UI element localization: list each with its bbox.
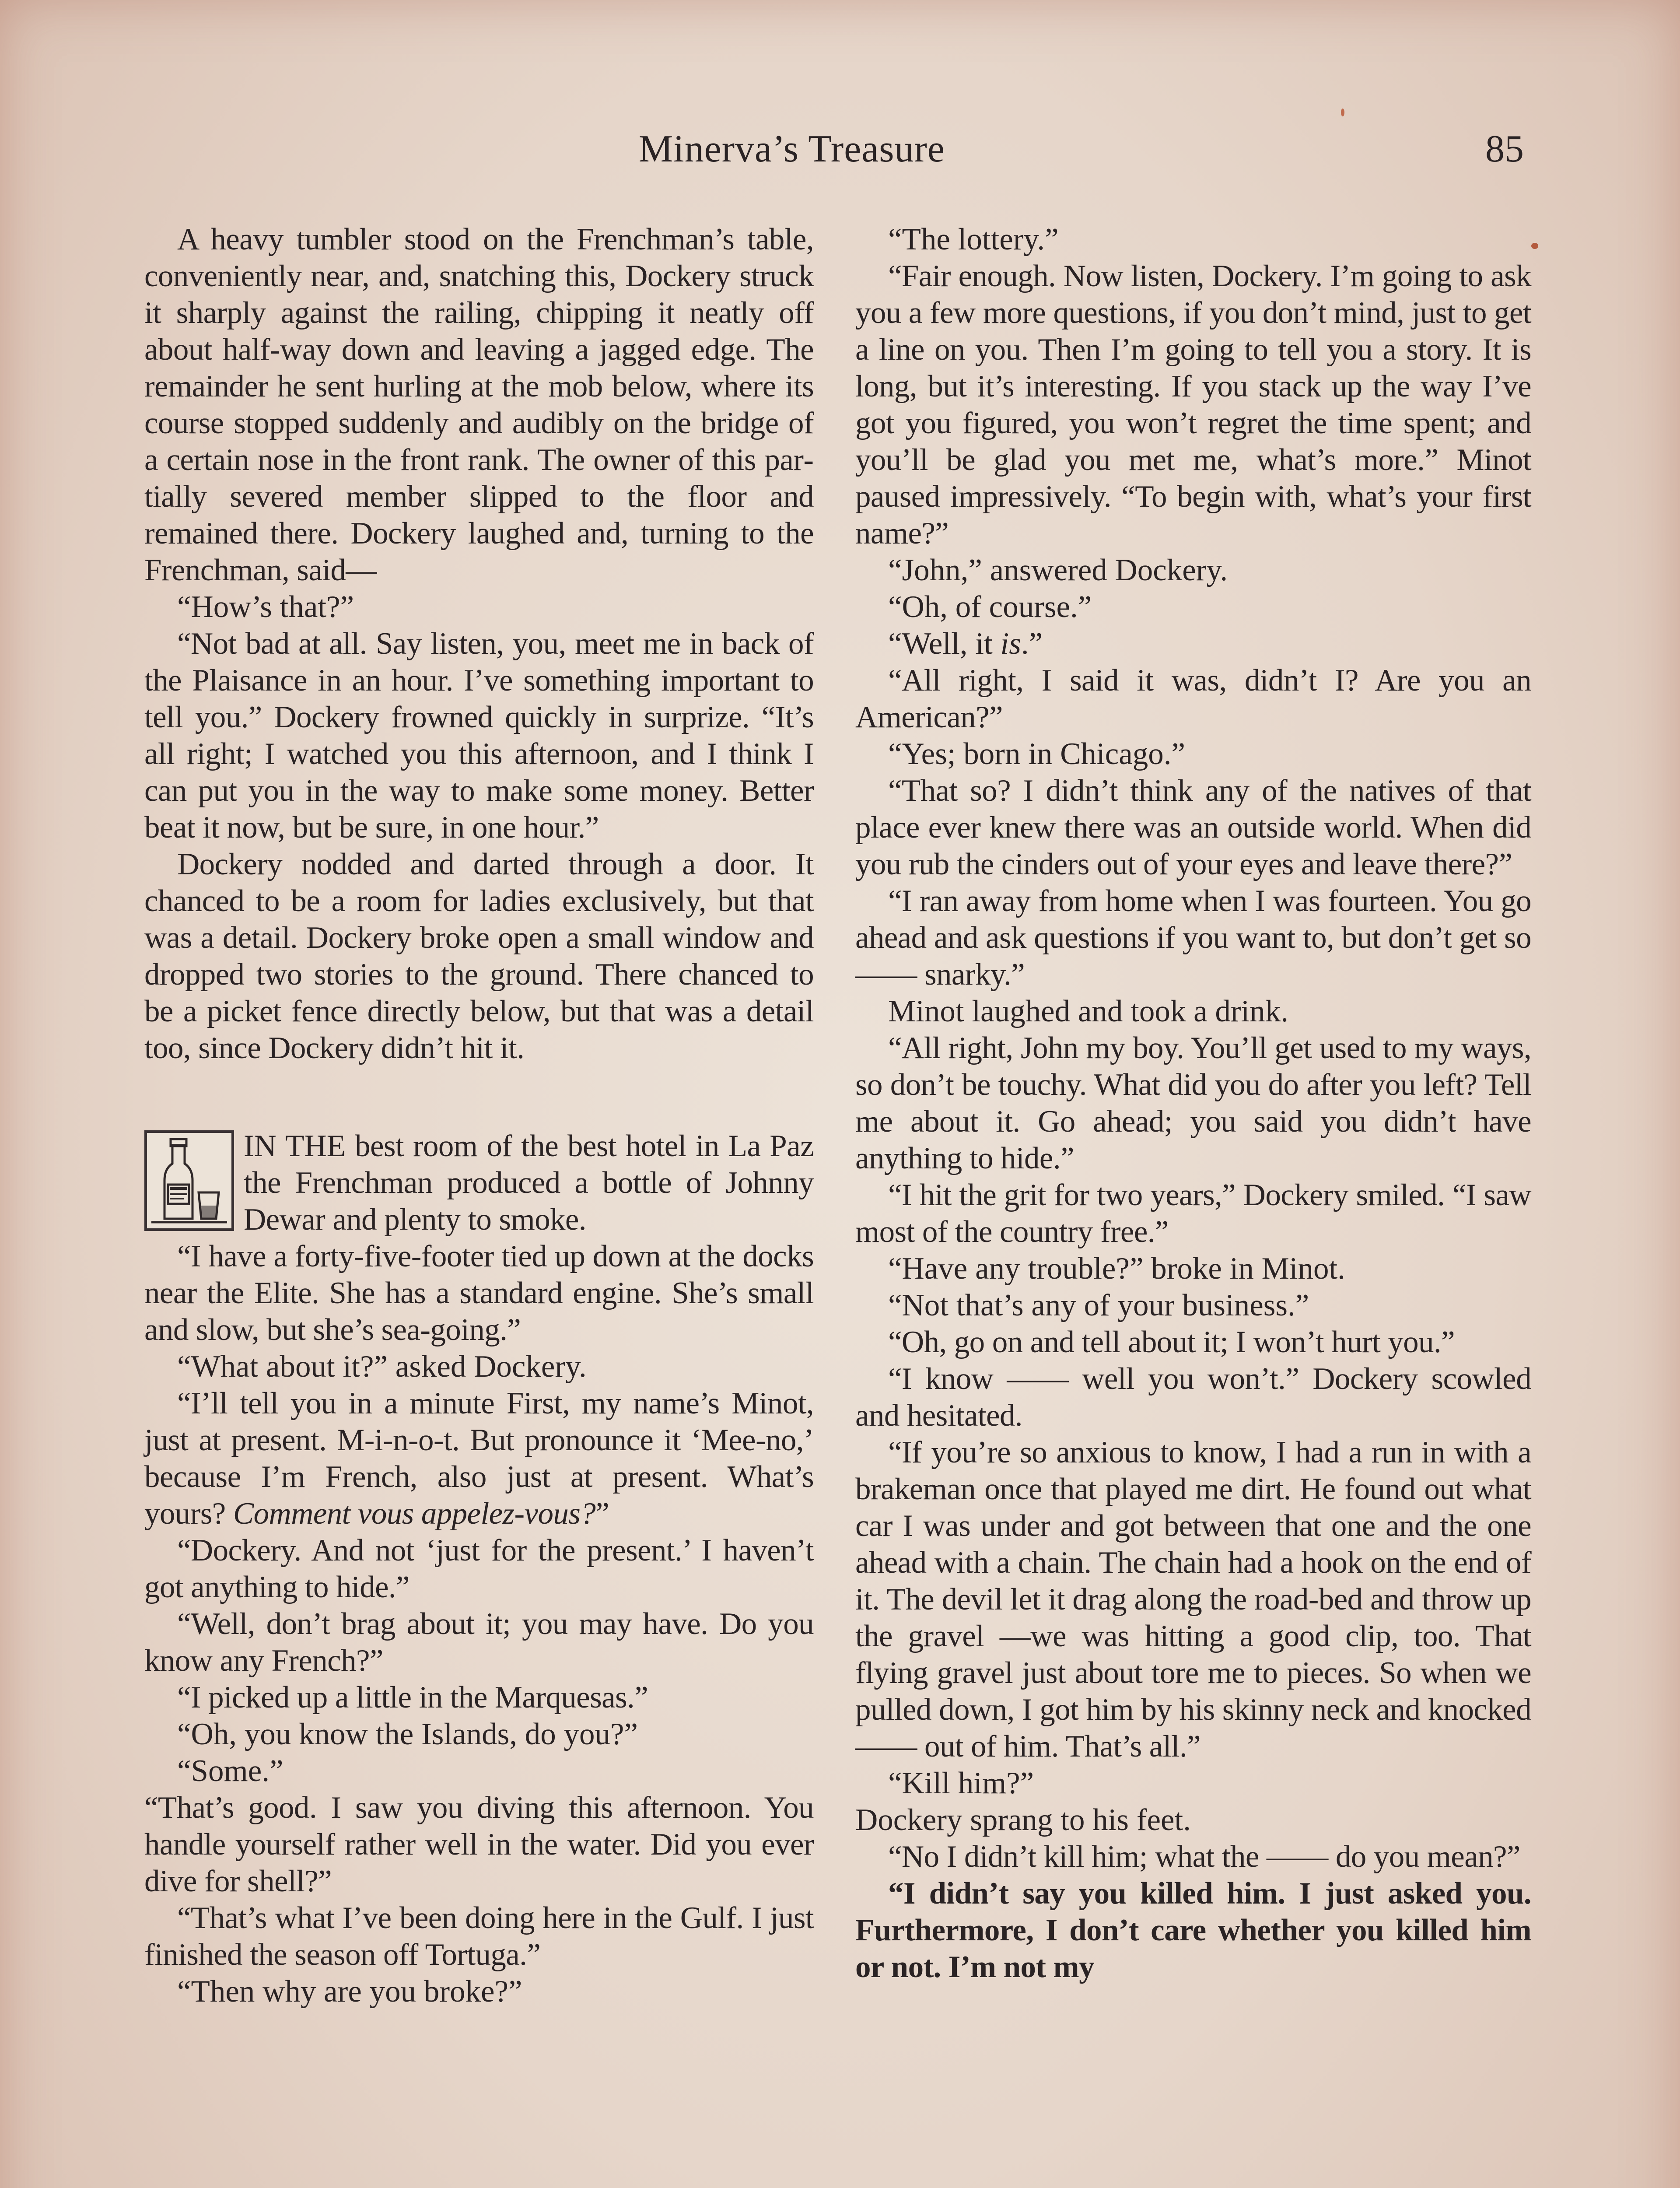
left-column bbox=[144, 221, 814, 2010]
paragraph: A heavy tumbler stood on the Frenchman’s table, conveniently near, and, snatching this, Dockery struck it sharply against the railing, chipping it neatly off about half-way down and leaving a jagged edge. The remainder he sent hurling at the mob below, where its course stopped suddenly and audibly on the bridge of a certain nose in the front rank. The owner of this partially severed member slipped to the floor and remained there. Dockery laughed and, turning to the Frenchman, said— bbox=[144, 222, 814, 587]
paragraph-text: .” bbox=[1021, 627, 1043, 661]
closing-quote: ” bbox=[595, 1497, 609, 1531]
paragraph: “Fair enough. Now listen, Dockery. I’m going to ask you a few more questions, if you don’t mind, just to get a line on you. Then I’m going to tell you a story. It is long, but it’s interesting. If you stack up the way I’ve got you figured, you won’t regret the time spent; and you’ll be glad you met me, what’s more.” Minot paused impressively. “To begin with, what’s your first name?” bbox=[855, 259, 1531, 551]
paragraph: “Oh, you know the Islands, do you?” bbox=[177, 1717, 638, 1751]
paragraph: “How’s that?” bbox=[177, 590, 354, 624]
paragraph: “I ran away from home when I was fourteen. You go ahead and ask questions if you want to, but don’t get so —— snarky.” bbox=[855, 884, 1531, 992]
paragraph: “Yes; born in Chicago.” bbox=[888, 737, 1186, 771]
paper-speck bbox=[1531, 243, 1538, 249]
bottle-and-glass-icon bbox=[144, 1130, 234, 1231]
paragraph: “Dockery. And not ‘just for the present.’ I haven’t got anything to hide.” bbox=[144, 1533, 814, 1604]
paragraph: “Well, don’t brag about it; you may have. Do you know any French?” bbox=[144, 1607, 814, 1678]
section-break bbox=[144, 1066, 814, 1128]
section-lead-words: IN THE bbox=[244, 1129, 346, 1163]
running-title: Minerva’s Treasure bbox=[639, 128, 945, 170]
running-header bbox=[0, 127, 1680, 179]
paragraph: “I picked up a little in the Marquesas.” bbox=[177, 1680, 648, 1715]
paragraph: “I know —— well you won’t.” Dockery scowled and hesitated. bbox=[855, 1362, 1531, 1433]
paper-speck bbox=[1341, 109, 1344, 116]
paragraph: Minot laughed and took a drink. bbox=[888, 994, 1288, 1028]
paragraph: “That so? I didn’t think any of the natives of that place ever knew there was an outside world. When did you rub the cinders out of your eyes and leave there?” bbox=[855, 774, 1531, 881]
paragraph: “All right, John my boy. You’ll get used to my ways, so don’t be touchy. What did you do after you left? Tell me about it. Go ahead; you said you didn’t have anything to hide.” bbox=[855, 1031, 1531, 1175]
paragraph: “What about it?” asked Dockery. bbox=[177, 1350, 587, 1384]
paragraph: “Kill him?” bbox=[888, 1766, 1034, 1800]
paragraph: “I didn’t say you killed him. I just asked you. Furthermore, I don’t care whether you killed him or not. I’m not my bbox=[855, 1876, 1531, 1984]
paragraph: Dockery sprang to his feet. bbox=[855, 1803, 1191, 1837]
paragraph: “No I didn’t kill him; what the —— do you mean?” bbox=[888, 1840, 1520, 1874]
paragraph: “Oh, go on and tell about it; I won’t hurt you.” bbox=[888, 1325, 1455, 1359]
paragraph bbox=[855, 625, 1531, 662]
section-lead-text: best room of the best hotel in La Paz the Frenchman produced a bottle of Johnny Dewar and plenty to smoke. bbox=[244, 1129, 814, 1237]
paragraph: “Then why are you broke?” bbox=[177, 1974, 522, 2009]
french-phrase: Comment vous appelez-vous? bbox=[233, 1497, 596, 1531]
paragraph: “The lottery.” bbox=[888, 222, 1059, 256]
page-number: 85 bbox=[1485, 128, 1524, 170]
right-column bbox=[855, 221, 1531, 1985]
paragraph: “That’s good. I saw you diving this afternoon. You handle yourself rather well in the water. Did you ever dive for shell?” bbox=[144, 1791, 814, 1898]
paragraph: “I have a forty-five-footer tied up down at the docks near the Elite. She has a standard engine. She’s small and slow, but she’s sea-going.” bbox=[144, 1239, 814, 1347]
paragraph-text: “Well, it bbox=[888, 627, 1001, 661]
paragraph: “All right, I said it was, didn’t I? Are you an American?” bbox=[855, 663, 1531, 734]
paragraph: “If you’re so anxious to know, I had a run in with a brakeman once that played me dirt. He found out what car I was under and got between that one and the one ahead with a chain. The chain had a hook on the end of it. The devil let it drag along the road-bed and throw up the gravel —we was hitting a good clip, too. That flying gravel just about tore me to pieces. So when we pulled down, I got him by his skinny neck and knocked —— out of him. That’s all.” bbox=[855, 1435, 1531, 1764]
paragraph: “That’s what I’ve been doing here in the Gulf. I just finished the season off Tortuga.” bbox=[144, 1901, 814, 1972]
paragraph: “Not bad at all. Say listen, you, meet me in back of the Plaisance in an hour. I’ve something important to tell you.” Dockery frowned quickly in surprize. “It’s all right; I watched you this afternoon, and I think I can put you in the way to make some money. Better beat it now, but be sure, in one hour.” bbox=[144, 627, 814, 845]
paragraph: Dockery nodded and darted through a door. It chanced to be a room for ladies exclusively, but that was a detail. Dockery broke open a small window and dropped two stories to the ground. There chanced to be a picket fence directly below, but that was a detail too, since Dockery didn’t hit it. bbox=[144, 847, 814, 1065]
paragraph: “Have any trouble?” broke in Minot. bbox=[888, 1252, 1345, 1286]
paragraph-text: “I’ll tell you in a minute First, my name’s Minot, just at present. M-i-n-o-t. But pronounce it ‘Mee-no,’ because I’m French, also just at present. What’s yours? bbox=[144, 1386, 814, 1531]
section-opening-paragraph bbox=[144, 1128, 814, 1238]
emphasis: is bbox=[1000, 627, 1021, 661]
paragraph: “Not that’s any of your business.” bbox=[888, 1288, 1309, 1322]
paragraph: “Some.” bbox=[177, 1754, 284, 1788]
paragraph: “I hit the grit for two years,” Dockery smiled. “I saw most of the country free.” bbox=[855, 1178, 1531, 1249]
paragraph: “Oh, of course.” bbox=[888, 590, 1092, 624]
paragraph bbox=[144, 1385, 814, 1532]
paragraph: “John,” answered Dockery. bbox=[888, 553, 1228, 587]
